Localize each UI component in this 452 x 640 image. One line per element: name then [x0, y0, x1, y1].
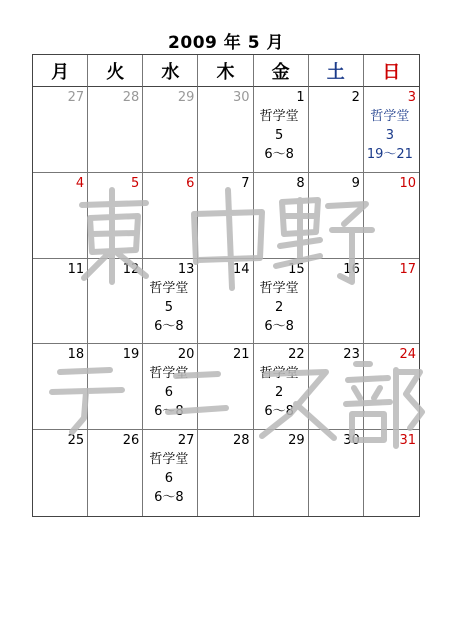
- day-number: 29: [177, 90, 195, 105]
- day-cell: [198, 87, 253, 173]
- day-cell: [198, 173, 253, 259]
- day-cell: [33, 173, 88, 259]
- day-number: 23: [343, 347, 360, 363]
- day-number: 15: [288, 261, 305, 277]
- day-cell: [364, 87, 419, 173]
- day-number: 24: [399, 347, 416, 363]
- day-number: 27: [67, 90, 85, 105]
- weekday-header: 木: [198, 55, 253, 87]
- day-number: 26: [122, 433, 140, 449]
- day-number: 29: [288, 433, 305, 449]
- day-cell: [88, 344, 143, 430]
- day-number: 13: [177, 261, 195, 277]
- day-cell: [33, 344, 88, 430]
- weekday-header: 土: [309, 55, 364, 87]
- day-cell: [143, 430, 198, 516]
- day-number: 2: [351, 90, 360, 105]
- day-cell: [254, 344, 309, 430]
- event-line: 6～8: [264, 147, 294, 162]
- day-number: 3: [407, 90, 416, 105]
- day-number: 19: [122, 347, 140, 363]
- day-cell: [254, 87, 309, 173]
- day-number: 28: [122, 90, 140, 105]
- calendar-title: 2009 年 5 月: [168, 33, 284, 53]
- event-line: 5: [164, 299, 173, 315]
- weekday-header: 月: [33, 55, 88, 87]
- day-number: 31: [399, 433, 416, 449]
- day-cell: [88, 259, 143, 345]
- day-event: [364, 107, 416, 164]
- day-cell: [143, 259, 198, 345]
- day-number: 8: [296, 175, 305, 191]
- day-cell: [309, 344, 364, 430]
- weekday-header: 金: [254, 55, 309, 87]
- day-number: 10: [399, 175, 416, 191]
- event-line: 6～8: [264, 318, 294, 334]
- event-line: 6～8: [154, 318, 184, 334]
- event-line: 6: [164, 471, 173, 487]
- event-line: 哲学堂: [259, 109, 299, 124]
- day-number: 14: [233, 261, 250, 277]
- event-line: 3: [385, 128, 395, 143]
- day-cell: [309, 173, 364, 259]
- day-number: 5: [131, 175, 140, 191]
- day-cell: [198, 259, 253, 345]
- day-number: 11: [67, 261, 85, 277]
- day-cell: [309, 430, 364, 516]
- day-cell: [88, 173, 143, 259]
- event-line: 哲学堂: [259, 366, 299, 382]
- day-cell: [364, 344, 419, 430]
- event-line: 6～8: [154, 404, 184, 420]
- day-number: 18: [67, 347, 85, 363]
- day-number: 21: [233, 347, 250, 363]
- day-cell: [364, 259, 419, 345]
- weekday-header: 日: [364, 55, 419, 87]
- day-event: [143, 364, 194, 421]
- day-number: 20: [177, 347, 195, 363]
- event-line: 2: [274, 385, 284, 401]
- day-cell: [33, 87, 88, 173]
- day-event: [254, 107, 305, 164]
- day-cell: [143, 173, 198, 259]
- day-event: [254, 364, 305, 421]
- event-line: 2: [274, 299, 284, 315]
- event-line: 5: [274, 128, 284, 143]
- day-cell: [364, 430, 419, 516]
- day-cell: [33, 430, 88, 516]
- event-line: 哲学堂: [149, 452, 189, 468]
- day-cell: [254, 173, 309, 259]
- day-number: 7: [241, 175, 250, 191]
- day-cell: [254, 430, 309, 516]
- event-line: 6～8: [264, 404, 294, 420]
- day-number: 16: [343, 261, 360, 277]
- day-cell: [309, 87, 364, 173]
- day-cell: [254, 259, 309, 345]
- day-number: 22: [288, 347, 305, 363]
- day-cell: [309, 259, 364, 345]
- weekday-header: 水: [143, 55, 198, 87]
- day-number: 30: [343, 433, 360, 449]
- event-line: 哲学堂: [149, 280, 189, 296]
- day-cell: [198, 430, 253, 516]
- event-line: 哲学堂: [149, 366, 189, 382]
- event-line: 哲学堂: [370, 109, 410, 124]
- event-line: 6～8: [154, 490, 184, 506]
- day-cell: [143, 87, 198, 173]
- event-line: 6: [164, 385, 173, 401]
- day-number: 9: [351, 175, 360, 191]
- day-event: [254, 279, 305, 336]
- day-number: 6: [186, 175, 195, 191]
- day-number: 4: [75, 175, 85, 191]
- month-calendar-grid: [32, 54, 420, 517]
- day-cell: [198, 344, 253, 430]
- day-event: [143, 279, 194, 336]
- event-line: 哲学堂: [259, 280, 299, 296]
- day-cell: [88, 430, 143, 516]
- day-number: 30: [233, 90, 250, 105]
- day-number: 27: [177, 433, 195, 449]
- day-number: 1: [296, 90, 305, 105]
- day-cell: [33, 259, 88, 345]
- day-cell: [364, 173, 419, 259]
- day-number: 17: [399, 261, 416, 277]
- day-number: 25: [67, 433, 85, 449]
- day-number: 28: [233, 433, 250, 449]
- day-number: 12: [122, 261, 140, 277]
- day-cell: [143, 344, 198, 430]
- event-line: 19～21: [366, 147, 413, 162]
- weekday-header: 火: [88, 55, 143, 87]
- day-cell: [88, 87, 143, 173]
- day-event: [143, 450, 194, 507]
